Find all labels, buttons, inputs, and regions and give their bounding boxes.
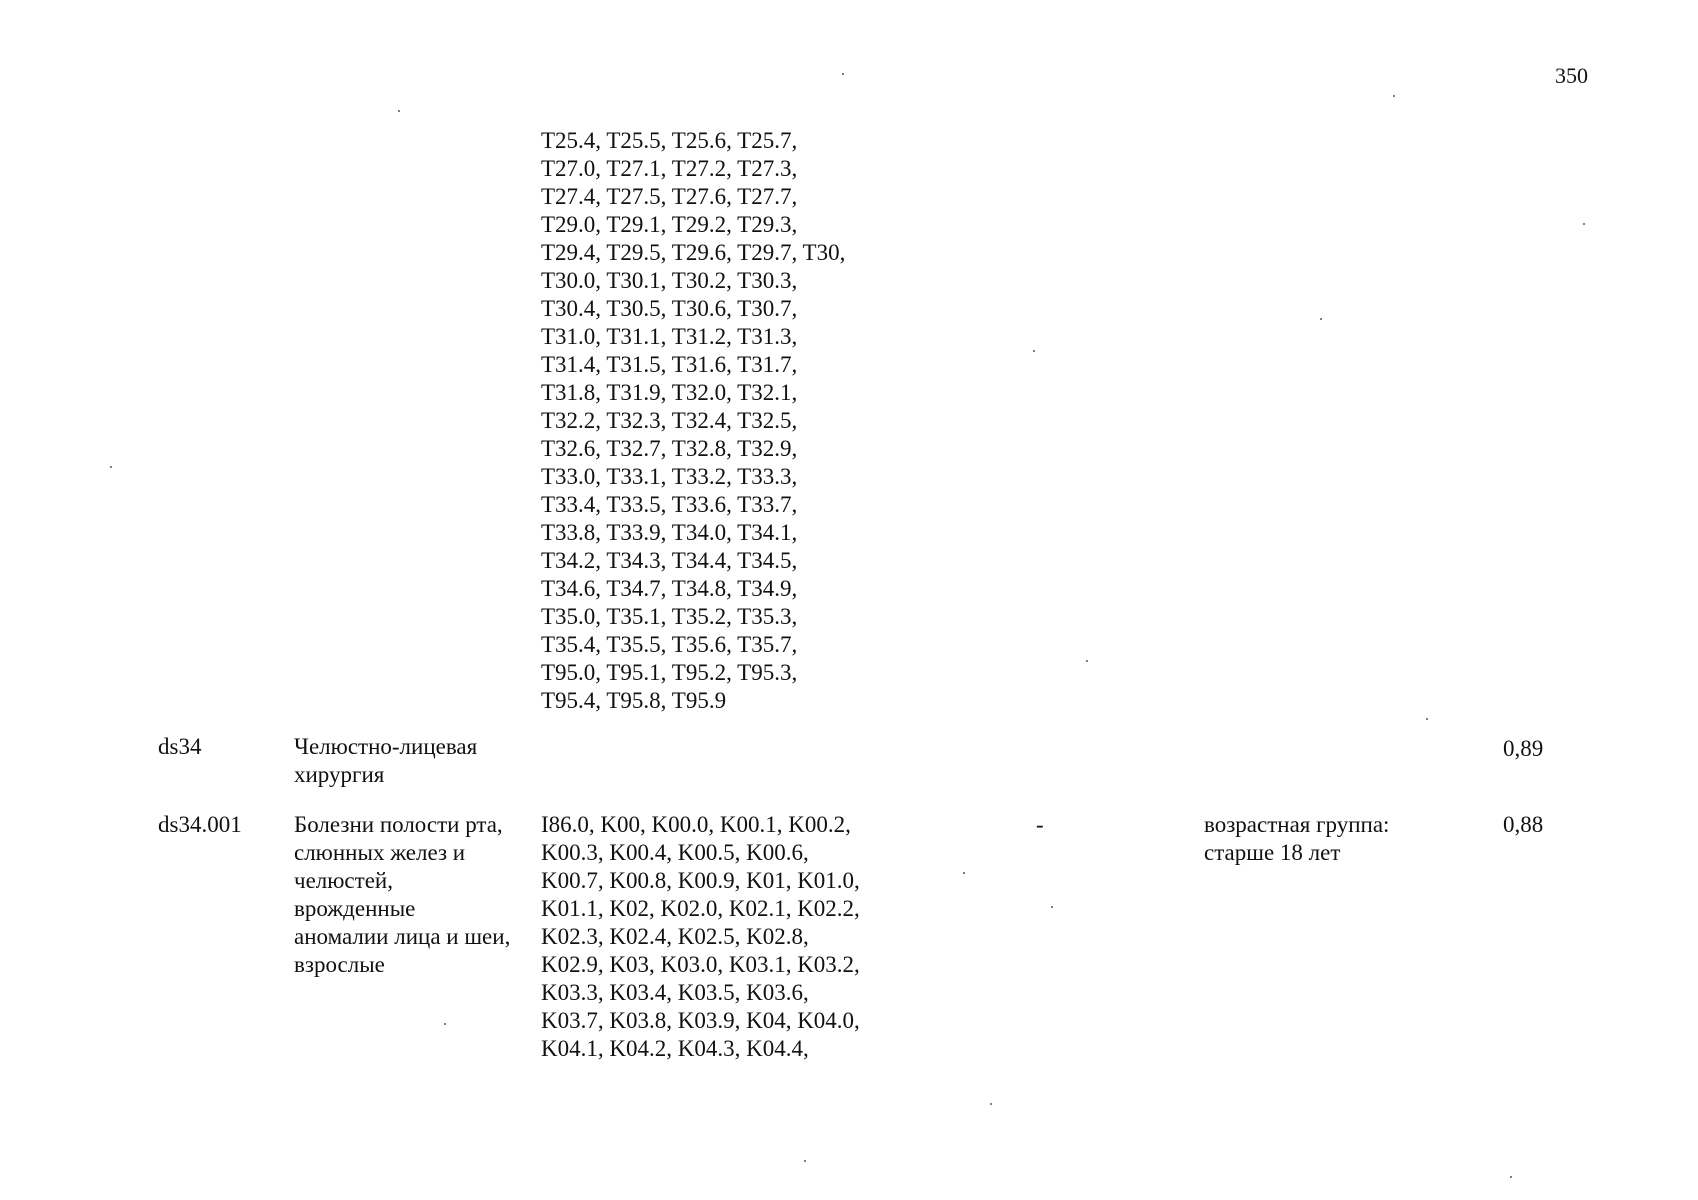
row-diagnosis-codes: I86.0, K00, K00.0, K00.1, K00.2, K00.3, K00.4, K00.5, K00.6, K00.7, K00.8, K00.9, K01, K01.0, K01.1, K02, K02.0, K02.1, K02.2, K02.3, K02.4, K02.5, K02.8, K02.9, K03, K03.0, K03.1, K03.2, K03.3, K03.4, K03.5, K03.6, K03.7, K03.8, K03.9, K04, K04.0, K04.1, K04.2, K04.3, K04.4, <box>541 812 860 1061</box>
scan-speck <box>963 872 965 874</box>
scan-speck <box>842 73 844 75</box>
continued-diagnosis-codes: T25.4, T25.5, T25.6, T25.7, T27.0, T27.1, T27.2, T27.3, T27.4, T27.5, T27.6, T27.7, T29.0, T29.1, T29.2, T29.3, T29.4, T29.5, T29.6, T29.7, T30, T30.0, T30.1, T30.2, T30.3, T30.4, T30.5, T30.6, T30.7, T31.0, T31.1, T31.2, T31.3, T31.4, T31.5, T31.6, T31.7, T31.8, T31.9, T32.0, T32.1, T32.2, T32.3, T32.4, T32.5, T32.6, T32.7, T32.8, T32.9, T33.0, T33.1, T33.2, T33.3, T33.4, T33.5, T33.6, T33.7, T33.8, T33.9, T34.0, T34.1, T34.2, T34.3, T34.4, T34.5, T34.6, T34.7, T34.8, T34.9, T35.0, T35.1, T35.2, T35.3, T35.4, T35.5, T35.6, T35.7, T95.0, T95.1, T95.2, T95.3, T95.4, T95.8, T95.9 <box>541 128 846 713</box>
scan-speck <box>1051 906 1053 908</box>
scan-speck <box>990 1103 992 1105</box>
row-coefficient: 0,89 <box>1503 736 1544 761</box>
scan-speck <box>1320 318 1322 320</box>
row-code: ds34.001 <box>158 812 242 837</box>
scan-speck <box>444 1023 446 1025</box>
row-coefficient: 0,88 <box>1503 812 1544 837</box>
row-criteria: возрастная группа: старше 18 лет <box>1204 812 1390 865</box>
scan-speck <box>804 1160 806 1162</box>
scan-speck <box>110 466 112 468</box>
row-code: ds34 <box>158 734 202 759</box>
scan-speck <box>1583 223 1585 225</box>
scan-speck <box>1033 350 1035 352</box>
scan-speck <box>1510 1176 1512 1178</box>
scan-speck <box>1086 660 1088 662</box>
scan-speck <box>398 110 400 112</box>
row-services: - <box>1036 812 1044 837</box>
row-title: Болезни полости рта, слюнных желез и челюстей, врожденные аномалии лица и шеи, взрослые <box>294 812 511 977</box>
page-number: 350 <box>1555 63 1588 88</box>
scan-speck <box>1393 95 1395 97</box>
scan-speck <box>1426 718 1428 720</box>
row-title: Челюстно-лицевая хирургия <box>294 734 478 787</box>
